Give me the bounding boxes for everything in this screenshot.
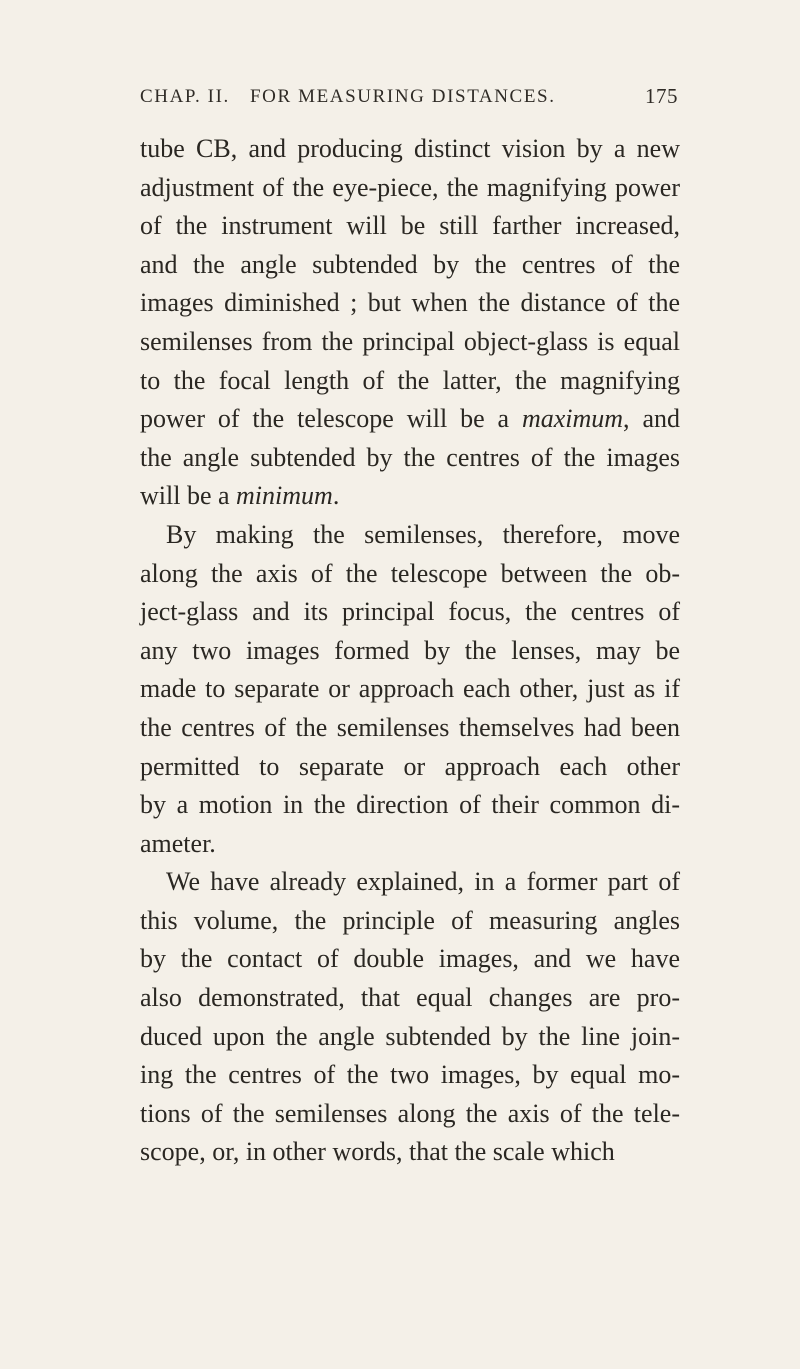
text-line: the angle subtended by the centres of the images xyxy=(140,442,680,472)
chapter-label: CHAP. II. xyxy=(140,86,230,107)
italic-term: maximum xyxy=(521,404,624,434)
text-line: semilenses from the principal object-glass is equal xyxy=(140,326,680,356)
text-run: power of the telescope will be a xyxy=(140,404,522,434)
text-line xyxy=(140,477,680,516)
text-line: scope, or, in other words, that the scale which xyxy=(140,1137,615,1167)
text-line: along the axis of the telescope between the ob- xyxy=(140,558,680,588)
body-text xyxy=(140,130,680,1172)
text-line: also demonstrated, that equal changes are pro- xyxy=(140,983,680,1013)
text-line: of the instrument will be still farther increased, xyxy=(140,211,680,241)
text-line: By making the semilenses, therefore, move xyxy=(166,519,680,549)
text-line: this volume, the principle of measuring angles xyxy=(140,905,680,935)
running-title: FOR MEASURING DISTANCES. xyxy=(250,86,556,107)
text-line: images diminished ; but when the distance of the xyxy=(140,288,680,318)
text-line: duced upon the angle subtended by the line join- xyxy=(140,1021,680,1051)
text-line: adjustment of the eye-piece, the magnifying power xyxy=(140,172,680,202)
text-line: tions of the semilenses along the axis of the tele- xyxy=(140,1098,680,1128)
text-run: will be a xyxy=(140,481,237,511)
text-line: and the angle subtended by the centres of the xyxy=(140,249,680,279)
text-line: ing the centres of the two images, by equal mo- xyxy=(140,1060,680,1090)
text-line: We have already explained, in a former part of xyxy=(166,867,680,897)
text-line: to the focal length of the latter, the magnifying xyxy=(140,365,680,395)
text-line: by a motion in the direction of their common di- xyxy=(140,790,680,820)
text-line: the centres of the semilenses themselves had been xyxy=(140,712,680,742)
text-run: , and xyxy=(623,404,680,434)
text-line: ameter. xyxy=(140,828,216,858)
text-line: by the contact of double images, and we have xyxy=(140,944,680,974)
text-line: ject-glass and its principal focus, the centres of xyxy=(140,597,680,627)
text-run: . xyxy=(332,481,340,511)
italic-term: minimum xyxy=(236,481,333,511)
text-line: made to separate or approach each other, just as if xyxy=(140,674,680,704)
text-line: tube CB, and producing distinct vision by a new xyxy=(140,134,680,163)
page-number: 175 xyxy=(645,84,678,108)
running-head xyxy=(140,86,680,118)
text-line: permitted to separate or approach each other xyxy=(140,751,680,781)
text-line: any two images formed by the lenses, may be xyxy=(140,635,680,665)
text-line xyxy=(140,400,680,439)
